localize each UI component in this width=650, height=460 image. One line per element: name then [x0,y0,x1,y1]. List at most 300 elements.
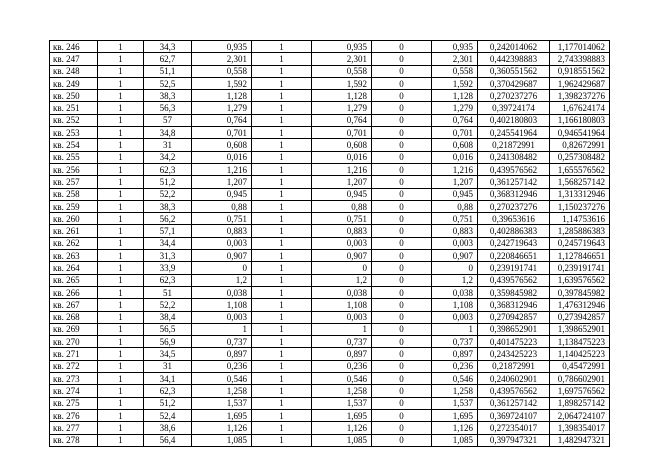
table-row [50,65,610,77]
value-b-cell: 0,608 [312,139,372,151]
coef-cell: 1 [252,53,312,65]
total-cell: 0,786602901 [550,373,610,385]
total-cell: 0,946541964 [550,127,610,139]
coef-cell: 1 [252,360,312,372]
count-cell: 1 [98,41,144,53]
value-c-cell: 1,085 [432,434,478,446]
value-b-cell: 0,764 [312,114,372,126]
total-cell: 1,398354017 [550,422,610,434]
count-cell: 1 [98,250,144,262]
count-cell: 1 [98,422,144,434]
count-cell: 1 [98,225,144,237]
zero-cell: 0 [372,114,432,126]
coef-cell: 1 [252,250,312,262]
count-cell: 1 [98,262,144,274]
apartment-label: кв. 249 [50,77,98,89]
value-c-cell: 0,88 [432,200,478,212]
value-b-cell: 0,558 [312,65,372,77]
value-c-cell: 0,003 [432,311,478,323]
value-b-cell: 1,085 [312,434,372,446]
value-b-cell: 1 [312,323,372,335]
value-a-cell: 0,883 [192,225,252,237]
value-a-cell: 0,737 [192,336,252,348]
value-a-cell: 0,016 [192,151,252,163]
count-cell: 1 [98,139,144,151]
coef-cell: 1 [252,163,312,175]
area-cell: 34,1 [144,373,192,385]
value-a-cell: 0,935 [192,41,252,53]
value-a-cell: 0,751 [192,213,252,225]
value-c-cell: 0,945 [432,188,478,200]
value-b-cell: 0 [312,262,372,274]
table-row [50,225,610,237]
zero-cell: 0 [372,188,432,200]
count-cell: 1 [98,299,144,311]
total-cell: 0,273942857 [550,311,610,323]
zero-cell: 0 [372,163,432,175]
table-row [50,77,610,89]
area-cell: 52,2 [144,188,192,200]
table-row [50,336,610,348]
count-cell: 1 [98,385,144,397]
value-a-cell: 0,88 [192,200,252,212]
area-cell: 31,3 [144,250,192,262]
share-cell: 0,220846651 [478,250,550,262]
apartment-label: кв. 276 [50,409,98,421]
coef-cell: 1 [252,348,312,360]
apartment-label: кв. 274 [50,385,98,397]
apartment-label: кв. 258 [50,188,98,200]
table-row [50,163,610,175]
zero-cell: 0 [372,385,432,397]
value-a-cell: 1,258 [192,385,252,397]
total-cell: 2,064724107 [550,409,610,421]
total-cell: 1,150237276 [550,200,610,212]
table-row [50,41,610,53]
zero-cell: 0 [372,434,432,446]
count-cell: 1 [98,90,144,102]
count-cell: 1 [98,348,144,360]
apartment-label: кв. 262 [50,237,98,249]
share-cell: 0,370429687 [478,77,550,89]
area-cell: 57 [144,114,192,126]
table-row [50,188,610,200]
apartment-label: кв. 251 [50,102,98,114]
table-row [50,286,610,298]
total-cell: 1,140425223 [550,348,610,360]
table-row [50,311,610,323]
share-cell: 0,398652901 [478,323,550,335]
area-cell: 56,4 [144,434,192,446]
apartment-label: кв. 255 [50,151,98,163]
share-cell: 0,270942857 [478,311,550,323]
area-cell: 52,4 [144,409,192,421]
coef-cell: 1 [252,311,312,323]
table-row [50,299,610,311]
apartment-label: кв. 252 [50,114,98,126]
zero-cell: 0 [372,200,432,212]
value-c-cell: 0,016 [432,151,478,163]
count-cell: 1 [98,323,144,335]
coef-cell: 1 [252,434,312,446]
value-a-cell: 0,764 [192,114,252,126]
value-c-cell: 2,301 [432,53,478,65]
coef-cell: 1 [252,286,312,298]
count-cell: 1 [98,65,144,77]
value-b-cell: 0,883 [312,225,372,237]
area-cell: 56,2 [144,213,192,225]
coef-cell: 1 [252,225,312,237]
coef-cell: 1 [252,274,312,286]
table-row [50,360,610,372]
table-row [50,434,610,446]
apartment-label: кв. 259 [50,200,98,212]
zero-cell: 0 [372,176,432,188]
zero-cell: 0 [372,274,432,286]
coef-cell: 1 [252,139,312,151]
coef-cell: 1 [252,90,312,102]
coef-cell: 1 [252,422,312,434]
zero-cell: 0 [372,323,432,335]
value-c-cell: 0,038 [432,286,478,298]
value-c-cell: 0,935 [432,41,478,53]
share-cell: 0,245541964 [478,127,550,139]
value-c-cell: 0,883 [432,225,478,237]
share-cell: 0,240602901 [478,373,550,385]
table-row [50,385,610,397]
share-cell: 0,270237276 [478,200,550,212]
apartment-label: кв. 256 [50,163,98,175]
area-cell: 57,1 [144,225,192,237]
total-cell: 0,82672991 [550,139,610,151]
area-cell: 62,3 [144,385,192,397]
table-row [50,348,610,360]
table-row [50,200,610,212]
table-row [50,409,610,421]
coef-cell: 1 [252,77,312,89]
count-cell: 1 [98,336,144,348]
value-c-cell: 0,751 [432,213,478,225]
total-cell: 1,962429687 [550,77,610,89]
value-c-cell: 0,236 [432,360,478,372]
total-cell: 0,245719643 [550,237,610,249]
table-row [50,397,610,409]
area-cell: 31 [144,139,192,151]
count-cell: 1 [98,188,144,200]
coef-cell: 1 [252,397,312,409]
table-row [50,237,610,249]
value-b-cell: 1,695 [312,409,372,421]
share-cell: 0,360551562 [478,65,550,77]
zero-cell: 0 [372,422,432,434]
count-cell: 1 [98,434,144,446]
value-a-cell: 0,038 [192,286,252,298]
value-a-cell: 0,897 [192,348,252,360]
share-cell: 0,442398883 [478,53,550,65]
value-c-cell: 0,907 [432,250,478,262]
table-row [50,274,610,286]
value-b-cell: 0,016 [312,151,372,163]
value-b-cell: 0,751 [312,213,372,225]
total-cell: 1,476312946 [550,299,610,311]
total-cell: 1,177014062 [550,41,610,53]
coef-cell: 1 [252,336,312,348]
value-a-cell: 0,236 [192,360,252,372]
share-cell: 0,368312946 [478,188,550,200]
count-cell: 1 [98,360,144,372]
value-a-cell: 0,546 [192,373,252,385]
zero-cell: 0 [372,409,432,421]
share-cell: 0,369724107 [478,409,550,421]
zero-cell: 0 [372,262,432,274]
area-cell: 38,3 [144,90,192,102]
table-row [50,102,610,114]
coef-cell: 1 [252,373,312,385]
value-a-cell: 0 [192,262,252,274]
value-a-cell: 0,608 [192,139,252,151]
zero-cell: 0 [372,348,432,360]
apartment-label: кв. 247 [50,53,98,65]
apartment-label: кв. 271 [50,348,98,360]
count-cell: 1 [98,77,144,89]
value-c-cell: 1,126 [432,422,478,434]
apartment-label: кв. 253 [50,127,98,139]
count-cell: 1 [98,114,144,126]
value-c-cell: 1,108 [432,299,478,311]
apartment-label: кв. 254 [50,139,98,151]
coef-cell: 1 [252,176,312,188]
total-cell: 1,398237276 [550,90,610,102]
area-cell: 34,8 [144,127,192,139]
share-cell: 0,361257142 [478,397,550,409]
zero-cell: 0 [372,225,432,237]
value-b-cell: 1,207 [312,176,372,188]
value-b-cell: 0,907 [312,250,372,262]
count-cell: 1 [98,102,144,114]
value-c-cell: 0,764 [432,114,478,126]
total-cell: 0,397845982 [550,286,610,298]
coef-cell: 1 [252,237,312,249]
apartment-label: кв. 260 [50,213,98,225]
count-cell: 1 [98,409,144,421]
area-cell: 34,5 [144,348,192,360]
value-c-cell: 0,737 [432,336,478,348]
value-b-cell: 1,126 [312,422,372,434]
zero-cell: 0 [372,286,432,298]
value-b-cell: 0,236 [312,360,372,372]
apartment-label: кв. 266 [50,286,98,298]
value-a-cell: 1,108 [192,299,252,311]
area-cell: 62,7 [144,53,192,65]
coef-cell: 1 [252,213,312,225]
value-b-cell: 1,258 [312,385,372,397]
zero-cell: 0 [372,213,432,225]
table-row [50,127,610,139]
value-a-cell: 1,085 [192,434,252,446]
area-cell: 34,2 [144,151,192,163]
count-cell: 1 [98,151,144,163]
value-c-cell: 1,695 [432,409,478,421]
area-cell: 51,2 [144,176,192,188]
coef-cell: 1 [252,151,312,163]
zero-cell: 0 [372,139,432,151]
share-cell: 0,21872991 [478,360,550,372]
total-cell: 1,482947321 [550,434,610,446]
table-row [50,53,610,65]
value-a-cell: 1,537 [192,397,252,409]
apartment-label: кв. 250 [50,90,98,102]
coef-cell: 1 [252,299,312,311]
count-cell: 1 [98,53,144,65]
table-row [50,373,610,385]
value-c-cell: 1,216 [432,163,478,175]
value-b-cell: 2,301 [312,53,372,65]
value-c-cell: 0,546 [432,373,478,385]
total-cell: 0,918551562 [550,65,610,77]
coef-cell: 1 [252,188,312,200]
value-c-cell: 0,003 [432,237,478,249]
value-b-cell: 0,003 [312,311,372,323]
count-cell: 1 [98,397,144,409]
total-cell: 1,14753616 [550,213,610,225]
value-b-cell: 0,701 [312,127,372,139]
value-c-cell: 0,701 [432,127,478,139]
share-cell: 0,402180803 [478,114,550,126]
share-cell: 0,243425223 [478,348,550,360]
value-b-cell: 0,897 [312,348,372,360]
count-cell: 1 [98,176,144,188]
area-cell: 38,3 [144,200,192,212]
coef-cell: 1 [252,114,312,126]
value-c-cell: 1,592 [432,77,478,89]
value-c-cell: 0,558 [432,65,478,77]
zero-cell: 0 [372,397,432,409]
zero-cell: 0 [372,299,432,311]
share-cell: 0,21872991 [478,139,550,151]
area-cell: 34,3 [144,41,192,53]
area-cell: 31 [144,360,192,372]
zero-cell: 0 [372,336,432,348]
zero-cell: 0 [372,311,432,323]
share-cell: 0,242014062 [478,41,550,53]
area-cell: 38,6 [144,422,192,434]
value-b-cell: 0,88 [312,200,372,212]
coef-cell: 1 [252,127,312,139]
value-c-cell: 1,207 [432,176,478,188]
value-a-cell: 0,003 [192,237,252,249]
coef-cell: 1 [252,102,312,114]
value-c-cell: 0,897 [432,348,478,360]
value-c-cell: 1 [432,323,478,335]
table-row [50,139,610,151]
zero-cell: 0 [372,65,432,77]
share-cell: 0,39724174 [478,102,550,114]
value-b-cell: 1,2 [312,274,372,286]
value-c-cell: 0 [432,262,478,274]
zero-cell: 0 [372,127,432,139]
value-b-cell: 0,935 [312,41,372,53]
apartment-label: кв. 248 [50,65,98,77]
total-cell: 1,138475223 [550,336,610,348]
apartment-label: кв. 268 [50,311,98,323]
count-cell: 1 [98,286,144,298]
apartment-label: кв. 278 [50,434,98,446]
total-cell: 1,697576562 [550,385,610,397]
share-cell: 0,439576562 [478,163,550,175]
apartment-label: кв. 270 [50,336,98,348]
zero-cell: 0 [372,41,432,53]
count-cell: 1 [98,200,144,212]
coef-cell: 1 [252,65,312,77]
zero-cell: 0 [372,237,432,249]
table-row [50,151,610,163]
count-cell: 1 [98,311,144,323]
count-cell: 1 [98,237,144,249]
table-row [50,114,610,126]
area-cell: 33,9 [144,262,192,274]
table-body [50,41,610,447]
share-cell: 0,359845982 [478,286,550,298]
value-a-cell: 0,907 [192,250,252,262]
value-c-cell: 0,608 [432,139,478,151]
value-b-cell: 0,945 [312,188,372,200]
share-cell: 0,272354017 [478,422,550,434]
area-cell: 56,9 [144,336,192,348]
area-cell: 51 [144,286,192,298]
table-row [50,262,610,274]
share-cell: 0,439576562 [478,385,550,397]
value-b-cell: 1,537 [312,397,372,409]
value-b-cell: 1,128 [312,90,372,102]
total-cell: 1,166180803 [550,114,610,126]
apartment-label: кв. 263 [50,250,98,262]
value-a-cell: 1,279 [192,102,252,114]
table-row [50,422,610,434]
coef-cell: 1 [252,262,312,274]
value-a-cell: 1,207 [192,176,252,188]
count-cell: 1 [98,127,144,139]
value-b-cell: 1,279 [312,102,372,114]
apartment-label: кв. 261 [50,225,98,237]
coef-cell: 1 [252,409,312,421]
value-a-cell: 1 [192,323,252,335]
value-a-cell: 0,945 [192,188,252,200]
count-cell: 1 [98,274,144,286]
area-cell: 51,2 [144,397,192,409]
share-cell: 0,439576562 [478,274,550,286]
total-cell: 0,239191741 [550,262,610,274]
value-a-cell: 1,216 [192,163,252,175]
value-b-cell: 1,108 [312,299,372,311]
total-cell: 1,67624174 [550,102,610,114]
area-cell: 62,3 [144,274,192,286]
share-cell: 0,397947321 [478,434,550,446]
value-b-cell: 0,038 [312,286,372,298]
value-b-cell: 0,546 [312,373,372,385]
total-cell: 1,398652901 [550,323,610,335]
value-a-cell: 0,003 [192,311,252,323]
share-cell: 0,39653616 [478,213,550,225]
value-b-cell: 0,737 [312,336,372,348]
area-cell: 38,4 [144,311,192,323]
value-b-cell: 1,592 [312,77,372,89]
share-cell: 0,239191741 [478,262,550,274]
total-cell: 1,655576562 [550,163,610,175]
apartment-label: кв. 257 [50,176,98,188]
total-cell: 1,313312946 [550,188,610,200]
apartment-label: кв. 267 [50,299,98,311]
apartment-label: кв. 269 [50,323,98,335]
